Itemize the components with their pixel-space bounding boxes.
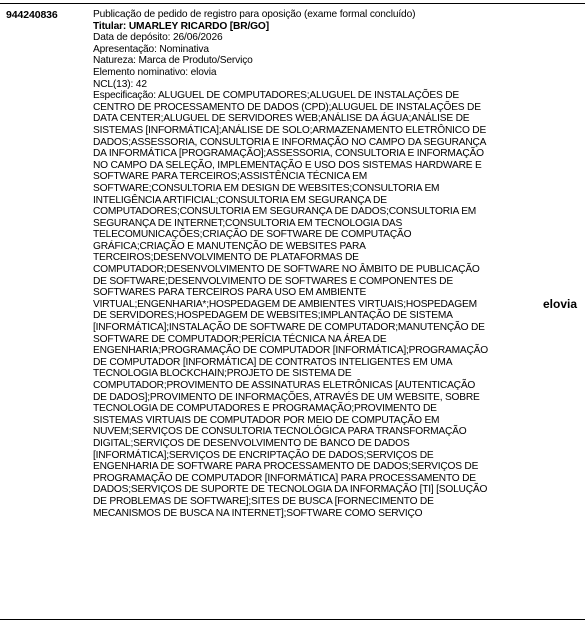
process-number: 944240836 — [6, 9, 58, 21]
presentation-type: Apresentação: Nominativa — [93, 43, 209, 55]
filing-date: Data de depósito: 26/06/2026 — [93, 32, 223, 44]
owner-name: Titular: UMARLEY RICARDO [BR/GO] — [93, 20, 269, 32]
record-details — [93, 9, 488, 519]
bottom-divider — [0, 619, 585, 620]
ncl-class: NCL(13): 42 — [93, 78, 147, 90]
dispatch-description: Publicação de pedido de registro para oposição (exame formal concluído) — [93, 9, 416, 20]
nominative-element: Elemento nominativo: elovia — [93, 66, 217, 78]
mark-nature: Natureza: Marca de Produto/Serviço — [93, 55, 253, 67]
specification-text: Especificação: ALUGUEL DE COMPUTADORES;ALUGUEL DE INSTALAÇÕES DE CENTRO DE PROCESSAMENTO DE DADOS (CPD);ALUGUEL DE INSTALAÇÕES DE DATA CENTER;ALUGUEL DE SERVIDORES WEB;ANÁLISE DA ÁGUA;ANÁLISE DE SISTEMAS [INFORMÁTICA];ANÁLISE DE SOLO;ARMAZENAMENTO ELETRÔNICO DE DADOS;ASSESSORIA, CONSULTORIA E INFORMAÇÃO NO CAMPO DA SEGURANÇA DA INFORMÁTICA [PROGRAMAÇÃO];ASSESSORIA, CONSULTORIA E INFORMAÇÃO NO CAMPO DA SELEÇÃO, IMPLEMENTAÇÃO E USO DOS SISTEMAS HARDWARE E SOFTWARE PARA TERCEIROS;ASSISTÊNCIA TÉCNICA EM SOFTWARE;CONSULTORIA EM DESIGN DE WEBSITES;CONSULTORIA EM INTELIGÊNCIA ARTIFICIAL;CONSULTORIA EM SEGURANÇA DE COMPUTADORES;CONSULTORIA EM SEGURANÇA DE DADOS;CONSULTORIA EM SEGURANÇA DE INTERNET;CONSULTORIA EM TECNOLOGIA DAS TELECOMUNICAÇÕES;CRIAÇÃO DE SOFTWARE DE COMPUTAÇÃO GRÁFICA;CRIAÇÃO E MANUTENÇÃO DE WEBSITES PARA TERCEIROS;DESENVOLVIMENTO DE PLATAFORMAS DE COMPUTADOR;DESENVOLVIMENTO DE SOFTWARE NO ÂMBITO DE PUBLICAÇÃO DE SOFTWARE;DESENVOLVIMENTO DE SOFTWARES E COMPONENTES DE SOFTWARES PARA TERCEIROS PARA USO EM AMBIENTE VIRTUAL;ENGENHARIA*;HOSPEDAGEM DE AMBIENTES VIRTUAIS;HOSPEDAGEM DE SERVIDORES;HOSPEDAGEM DE WEBSITES;IMPLANTAÇÃO DE SISTEMA [INFORMÁTICA];INSTALAÇÃO DE SOFTWARE DE COMPUTADOR;MANUTENÇÃO DE SOFTWARE DE COMPUTADOR;PERÍCIA TÉCNICA NA ÁREA DE ENGENHARIA;PROGRAMAÇÃO DE COMPUTADOR [INFORMÁTICA];PROGRAMAÇÃO DE COMPUTADOR [INFORMÁTICA] DE CONTRATOS INTELIGENTES EM UMA TECNOLOGIA BLOCKCHAIN;PROJETO DE SISTEMA DE COMPUTADOR;PROVIMENTO DE ASSINATURAS ELETRÔNICAS [AUTENTICAÇÃO DE DADOS];PROVIMENTO DE INFORMAÇÕES, ATRAVÉS DE UM WEBSITE, SOBRE TECNOLOGIA DE COMPUTADORES E PROGRAMAÇÃO;PROVIMENTO DE SISTEMAS VIRTUAIS DE COMPUTADOR POR MEIO DE COMPUTAÇÃO EM NUVEM;SERVIÇOS DE CONSULTORIA TECNOLÓGICA PARA TRANSFORMAÇÃO DIGITAL;SERVIÇOS DE DESENVOLVIMENTO DE BANCO DE DADOS [INFORMÁTICA];SERVIÇOS DE ENCRIPTAÇÃO DE DADOS;SERVIÇOS DE ENGENHARIA DE SOFTWARE PARA PROCESSAMENTO DE DADOS;SERVIÇOS DE PROGRAMAÇÃO DE COMPUTADOR [INFORMÁTICA] PARA PROCESSAMENTO DE DADOS;SERVIÇOS DE SUPORTE DE TECNOLOGIA DA INFORMAÇÃO [TI] [SOLUÇÃO DE PROBLEMAS DE SOFTWARE];SITES DE BUSCA [FORNECIMENTO DE MECANISMOS DE BUSCA NA INTERNET];SOFTWARE COMO SERVIÇO — [93, 90, 488, 519]
mark-name: elovia — [543, 297, 578, 311]
top-divider — [0, 3, 585, 4]
